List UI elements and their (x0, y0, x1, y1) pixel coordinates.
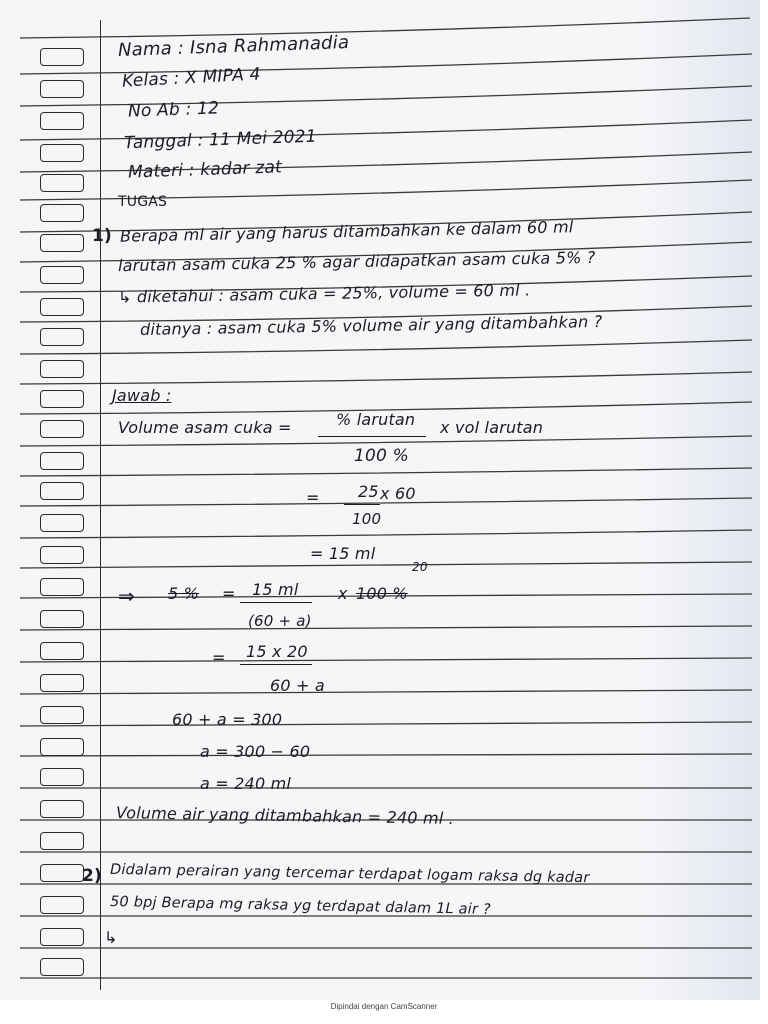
margin-box (40, 578, 84, 596)
eq2: = (306, 488, 320, 507)
margin-box (40, 144, 84, 162)
margin-box (40, 800, 84, 818)
tugas-heading: TUGAS (118, 194, 168, 210)
q1-line2: larutan asam cuka 25 % agar didapatkan asam cuka 5% ? (117, 247, 596, 276)
formula-num1: % larutan (336, 410, 416, 429)
margin-box (40, 80, 84, 98)
scanner-watermark: Dipindai dengan CamScanner (330, 1002, 438, 1011)
times3: x (338, 584, 348, 603)
fraction-bar (240, 664, 312, 665)
margin-box (40, 514, 84, 532)
margin-box (40, 546, 84, 564)
formula-lhs: Volume asam cuka = (118, 418, 292, 437)
hundred-pct: 100 % (356, 584, 408, 603)
q1-number: 1) (92, 226, 112, 246)
q2-line2: 50 bpj Berapa mg raksa yg terdapat dalam 1L air ? (109, 894, 491, 918)
formula-den1: 100 % (354, 446, 410, 466)
eq3: = (222, 584, 236, 603)
q1-line1: Berapa ml air yang harus ditambahkan ke dalam 60 ml (119, 217, 574, 246)
margin-box (40, 928, 84, 946)
margin-box (40, 174, 84, 192)
step2: a = 300 − 60 (200, 742, 311, 761)
margin-box (40, 706, 84, 724)
materi-line: Materi : kadar zat (127, 157, 283, 183)
margin-box (40, 674, 84, 692)
margin-box (40, 266, 84, 284)
no-absen-line: No Ab : 12 (127, 98, 220, 122)
margin-box (40, 360, 84, 378)
margin-box (40, 832, 84, 850)
fraction-bar (240, 602, 312, 603)
margin-box (40, 452, 84, 470)
eq4: = (212, 648, 226, 667)
fraction-bar (318, 436, 426, 437)
times2: x 60 (380, 484, 416, 503)
q2-line1: Didalam perairan yang tercemar terdapat logam raksa dg kadar (109, 861, 590, 887)
step3: a = 240 ml (200, 774, 292, 793)
margin-box (40, 328, 84, 346)
step1: 60 + a = 300 (172, 710, 283, 729)
margin-box (40, 482, 84, 500)
nama-line: Nama : Isna Rahmanadia (117, 31, 350, 62)
fraction-bar (344, 504, 380, 505)
margin-box (40, 112, 84, 130)
margin-box (40, 298, 84, 316)
margin-line (100, 20, 101, 990)
kelas-line: Kelas : X MIPA 4 (121, 64, 262, 92)
num2: 25 (358, 482, 379, 501)
tanggal-line: Tanggal : 11 Mei 2021 (123, 126, 318, 154)
margin-box (40, 642, 84, 660)
margin-box (40, 768, 84, 786)
q2-line3: ↳ (104, 928, 118, 947)
q1-diketahui: ↳ diketahui : asam cuka = 25%, volume = 60 ml . (117, 280, 531, 307)
result1: = 15 ml (310, 544, 376, 563)
q2-number: 2) (82, 866, 102, 886)
margin-box (40, 738, 84, 756)
twenty-note: 20 (412, 560, 428, 574)
jawab-label: Jawab : (112, 386, 172, 405)
margin-box (40, 48, 84, 66)
num4: 15 x 20 (246, 642, 308, 661)
formula-times1: x vol larutan (440, 418, 544, 437)
num3: 15 ml (252, 580, 299, 599)
margin-box (40, 864, 84, 882)
arrow: ⇒ (118, 584, 135, 608)
q1-ditanya: ditanya : asam cuka 5% volume air yang ditambahkan ? (139, 311, 603, 340)
den2: 100 (352, 510, 382, 528)
margin-box (40, 390, 84, 408)
margin-box (40, 204, 84, 222)
den4: 60 + a (270, 676, 325, 695)
margin-box (40, 610, 84, 628)
margin-box (40, 234, 84, 252)
five-pct: 5 % (168, 584, 200, 603)
margin-box (40, 958, 84, 976)
conclusion: Volume air yang ditambahkan = 240 ml . (115, 803, 455, 828)
margin-box (40, 420, 84, 438)
margin-box (40, 896, 84, 914)
den3: (60 + a) (248, 612, 312, 630)
